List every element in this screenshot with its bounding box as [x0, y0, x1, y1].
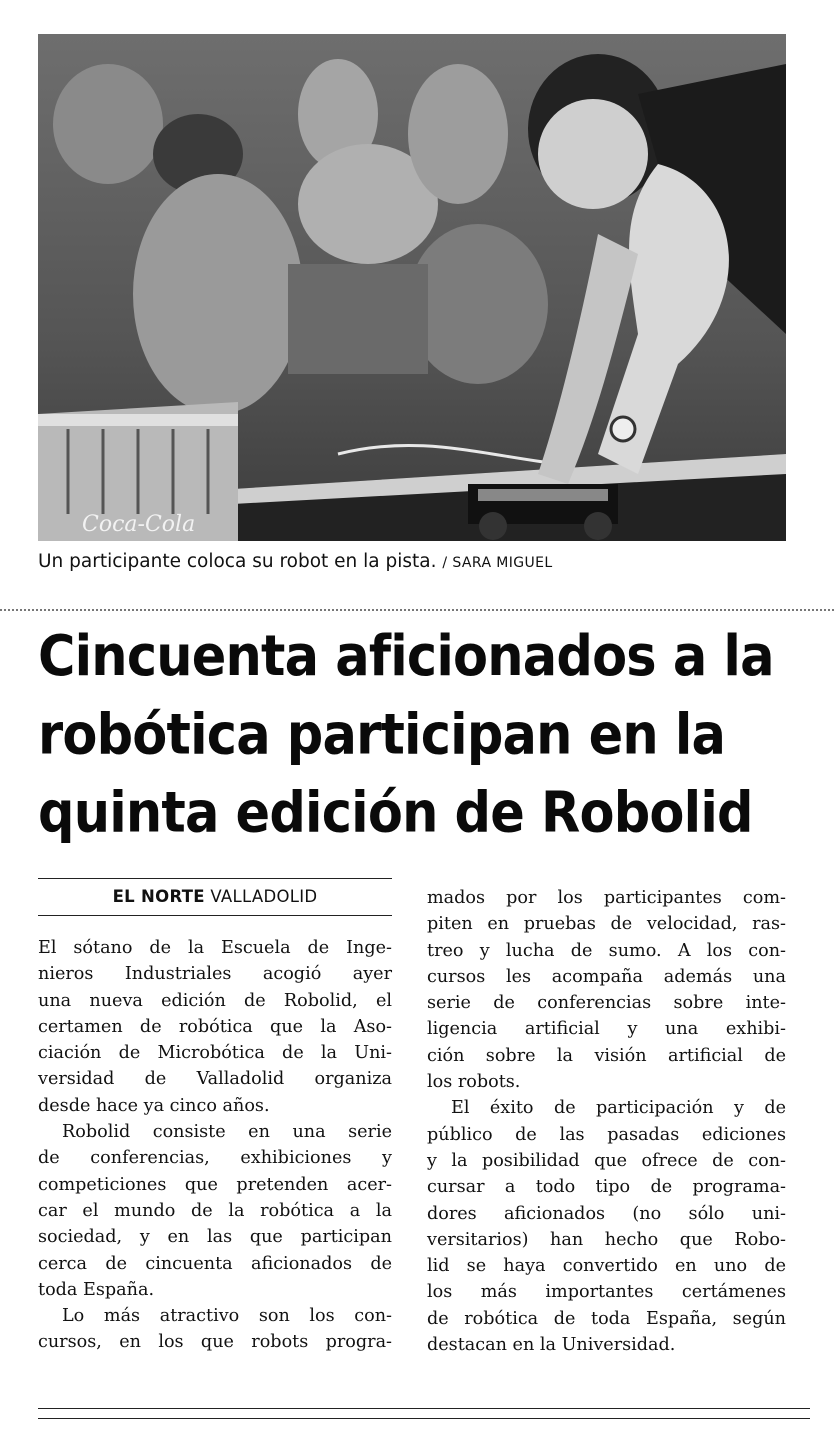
body-line: ción sobre la visión artificial de: [427, 1045, 786, 1066]
body-line: los más importantes certámenes: [427, 1282, 786, 1303]
body-line: serie de conferencias sobre inte-: [427, 993, 786, 1014]
headline: [38, 618, 808, 852]
headline-line: Cincuenta aficionados a la: [38, 624, 774, 690]
body-line: ligencia artificial y una exhibi-: [427, 1019, 786, 1040]
body-line: toda España.: [38, 1279, 155, 1300]
photo-illustration: [38, 34, 786, 541]
section-divider: [0, 609, 834, 611]
body-line: público de las pasadas ediciones: [427, 1124, 786, 1145]
body-line: sociedad, y en las que participan: [38, 1227, 392, 1248]
photo-caption: [38, 551, 798, 572]
body-column-2: [427, 885, 786, 1358]
body-line: El éxito de participación y de: [451, 1098, 786, 1119]
crate-logo-text: Coca-Cola: [82, 512, 196, 537]
body-line: cursar a todo tipo de programa-: [427, 1177, 786, 1198]
body-line: car el mundo de la robótica a la: [38, 1200, 392, 1221]
photo-credit: / SARA MIGUEL: [442, 555, 553, 571]
body-line: cursos les acompaña además una: [427, 966, 786, 987]
headline-line: quinta edición de Robolid: [38, 780, 753, 846]
body-line: Lo más atractivo son los con-: [62, 1306, 392, 1327]
body-line: de conferencias, exhibiciones y: [38, 1148, 392, 1169]
body-line: ciación de Microbótica de la Uni-: [38, 1043, 392, 1064]
byline-paper: EL NORTE: [112, 887, 205, 906]
body-line: versidad de Valladolid organiza: [38, 1069, 392, 1090]
caption-text: Un participante coloca su robot en la pista.: [38, 551, 437, 572]
byline-top-rule: [38, 878, 392, 879]
body-line: destacan en la Universidad.: [427, 1335, 676, 1356]
body-line: los robots.: [427, 1072, 521, 1093]
byline-bottom-rule: [38, 915, 392, 916]
bottom-rule: [38, 1408, 810, 1409]
article-photo: [38, 34, 786, 541]
body-line: certamen de robótica que la Aso-: [38, 1016, 392, 1037]
body-line: El sótano de la Escuela de Inge-: [38, 938, 392, 958]
body-line: cerca de cincuenta aficionados de: [38, 1253, 392, 1274]
body-line: treo y lucha de sumo. A los con-: [427, 940, 786, 961]
body-line: una nueva edición de Robolid, el: [38, 990, 392, 1011]
body-line: y la posibilidad que ofrece de con-: [427, 1150, 786, 1171]
body-column-1: [38, 935, 392, 1356]
body-line: lid se haya convertido en uno de: [427, 1256, 786, 1277]
body-line: Robolid consiste en una serie: [62, 1122, 392, 1143]
byline: [38, 887, 392, 906]
body-line: de robótica de toda España, según: [427, 1308, 786, 1329]
headline-line: robótica participan en la: [38, 702, 726, 768]
bottom-rule: [38, 1418, 810, 1419]
body-line: desde hace ya cinco años.: [38, 1095, 270, 1116]
body-line: dores aficionados (no sólo uni-: [427, 1203, 786, 1224]
body-line: piten en pruebas de velocidad, ras-: [427, 914, 786, 935]
byline-place: VALLADOLID: [210, 887, 318, 906]
body-line: versitarios) han hecho que Robo-: [427, 1229, 786, 1250]
body-line: competiciones que pretenden acer-: [38, 1174, 392, 1195]
body-line: cursos, en los que robots progra-: [38, 1332, 392, 1353]
body-line: mados por los participantes com-: [427, 888, 786, 908]
body-line: nieros Industriales acogió ayer: [38, 964, 392, 985]
